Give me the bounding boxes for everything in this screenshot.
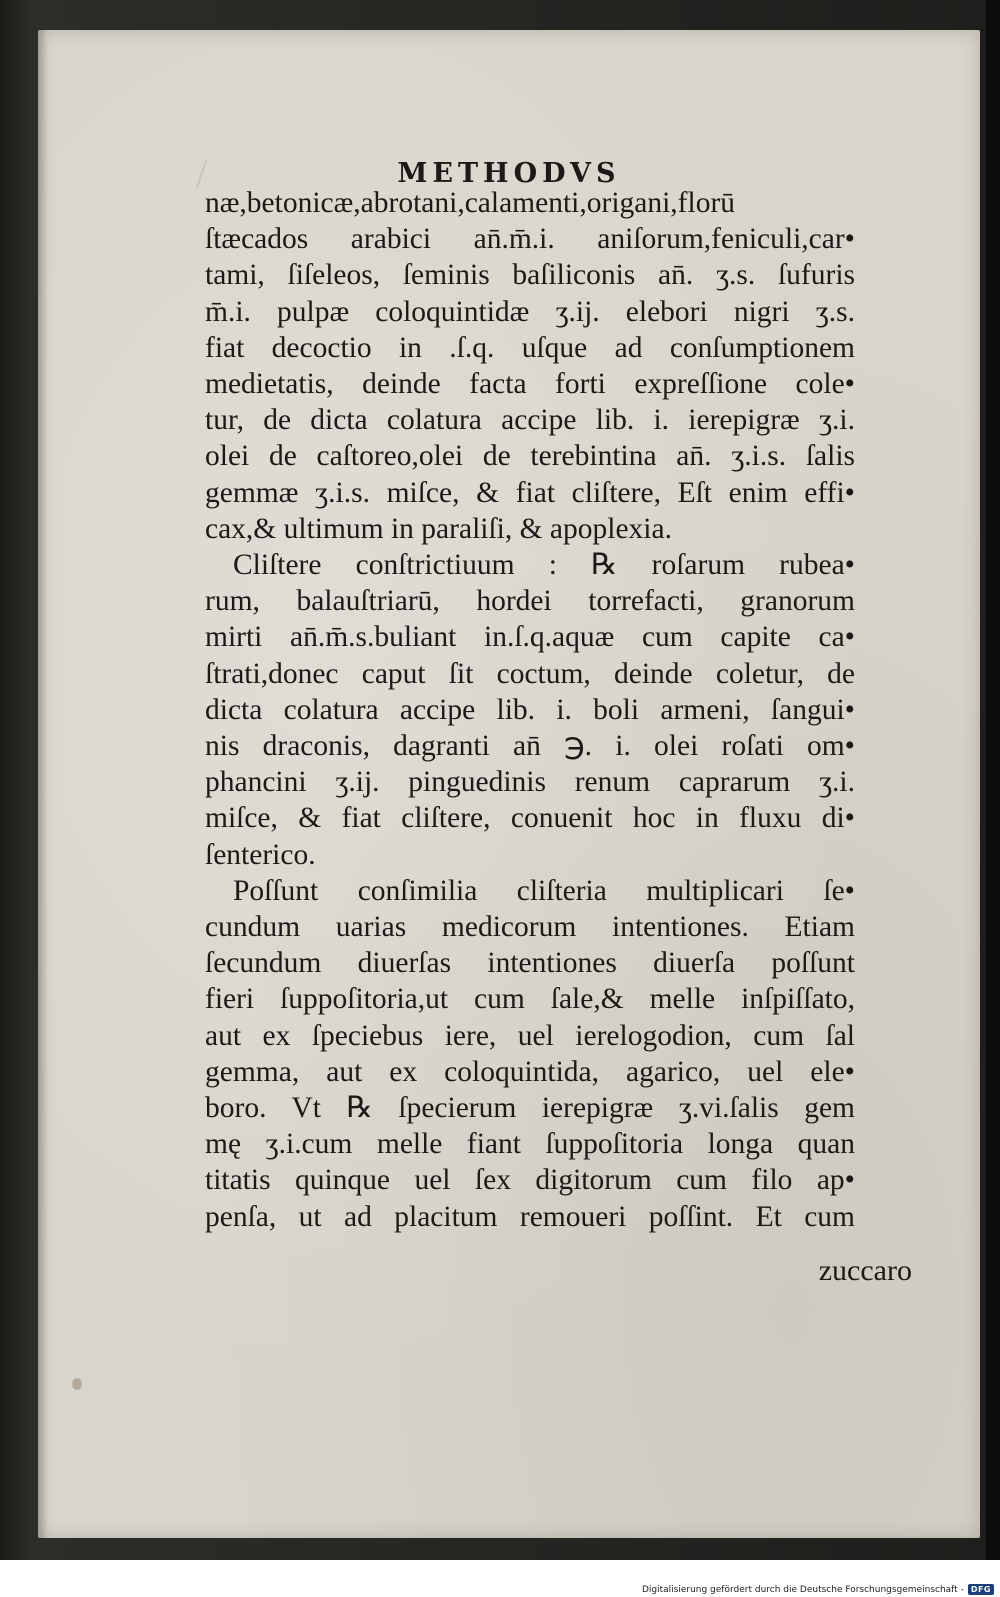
credit-text: Digitalisierung gefördert durch die Deutsche Forschungsgemeinschaft - [641, 1584, 964, 1595]
text-line: penſa, ut ad placitum remoueri poſſint. Et cum [205, 1200, 855, 1233]
text-line: gemmæ ʒ.i.s. miſce, & fiat cliſtere, Eſt enim effi• [205, 476, 855, 509]
binding-shadow [986, 0, 1000, 1560]
text-line: Cliſtere conſtrictiuum : ℞ roſarum rubea• [233, 549, 855, 582]
digitization-credit [642, 1584, 994, 1595]
text-line: mirti an̄.m̄.s.buliant in.ſ.q.aquæ cum capite ca• [205, 621, 855, 654]
bleed-through-mark: / [196, 151, 208, 196]
text-line: boro. Vt ℞ ſpecierum ierepigræ ʒ.vi.ſalis gem [205, 1092, 855, 1125]
text-line: miſce, & fiat cliſtere, conuenit hoc in fluxu di• [205, 802, 855, 835]
text-line: tami, ſiſeleos, ſeminis baſiliconis an̄. ʒ.s. ſufuris [205, 259, 855, 292]
paper-stain [72, 1378, 82, 1390]
text-line: medietatis, deinde facta forti expreſſione cole• [205, 368, 855, 401]
text-line: cundum uarias medicorum intentiones. Etiam [205, 911, 855, 944]
text-line: phancini ʒ.ij. pinguedinis renum caprarum ʒ.i. [205, 766, 855, 799]
text-line: fiat decoctio in .ſ.q. uſque ad conſumptionem [205, 331, 855, 364]
dfg-logo: DFG [968, 1584, 994, 1595]
text-line: ſtrati,donec caput ſit coctum, deinde coletur, de [205, 657, 855, 690]
text-line: ſecundum diuerſas intentiones diuerſa poſſunt [205, 947, 855, 980]
text-line: mę ʒ.i.cum melle fiant ſuppoſitoria longa quan [205, 1128, 855, 1161]
text-line: m̄.i. pulpæ coloquintidæ ʒ.ij. elebori nigri ʒ.s. [205, 295, 855, 328]
text-line: næ,betonicæ,abrotani,calamenti,origani,florū [205, 187, 736, 219]
text-line: aut ex ſpeciebus iere, uel ierelogodion, cum ſal [205, 1019, 855, 1052]
text-line: dicta colatura accipe lib. i. boli armeni, ſangui• [205, 693, 855, 726]
text-line: ſenterico. [205, 838, 316, 871]
text-line: titatis quinque uel ſex digitorum cum filo ap• [205, 1164, 855, 1197]
text-line: tur, de dicta colatura accipe lib. i. ierepigræ ʒ.i. [205, 404, 855, 437]
text-line: ſtæcados arabici an̄.m̄.i. aniſorum,feniculi,car• [205, 223, 855, 256]
text-line: fieri ſuppoſitoria,ut cum ſale,& melle inſpiſſato, [205, 983, 855, 1016]
text-line: cax,& ultimum in paraliſi, & apoplexia. [205, 512, 672, 545]
text-line: gemma, aut ex coloquintida, agarico, uel ele• [205, 1055, 855, 1088]
text-line: rum, balauſtriarū, hordei torrefacti, granorum [205, 585, 855, 618]
page-edge-shading [38, 30, 48, 1538]
text-line: Poſſunt conſimilia cliſteria multiplicari ſe• [233, 874, 855, 907]
text-line: olei de caſtoreo,olei de terebintina an̄. ʒ.i.s. ſalis [205, 440, 855, 473]
catchword: zuccaro [818, 1254, 912, 1287]
body-text [205, 185, 855, 1235]
text-line: nis draconis, dagranti an̄ ℈. i. olei roſati om• [205, 730, 855, 763]
running-header: METHODVS [397, 158, 621, 189]
